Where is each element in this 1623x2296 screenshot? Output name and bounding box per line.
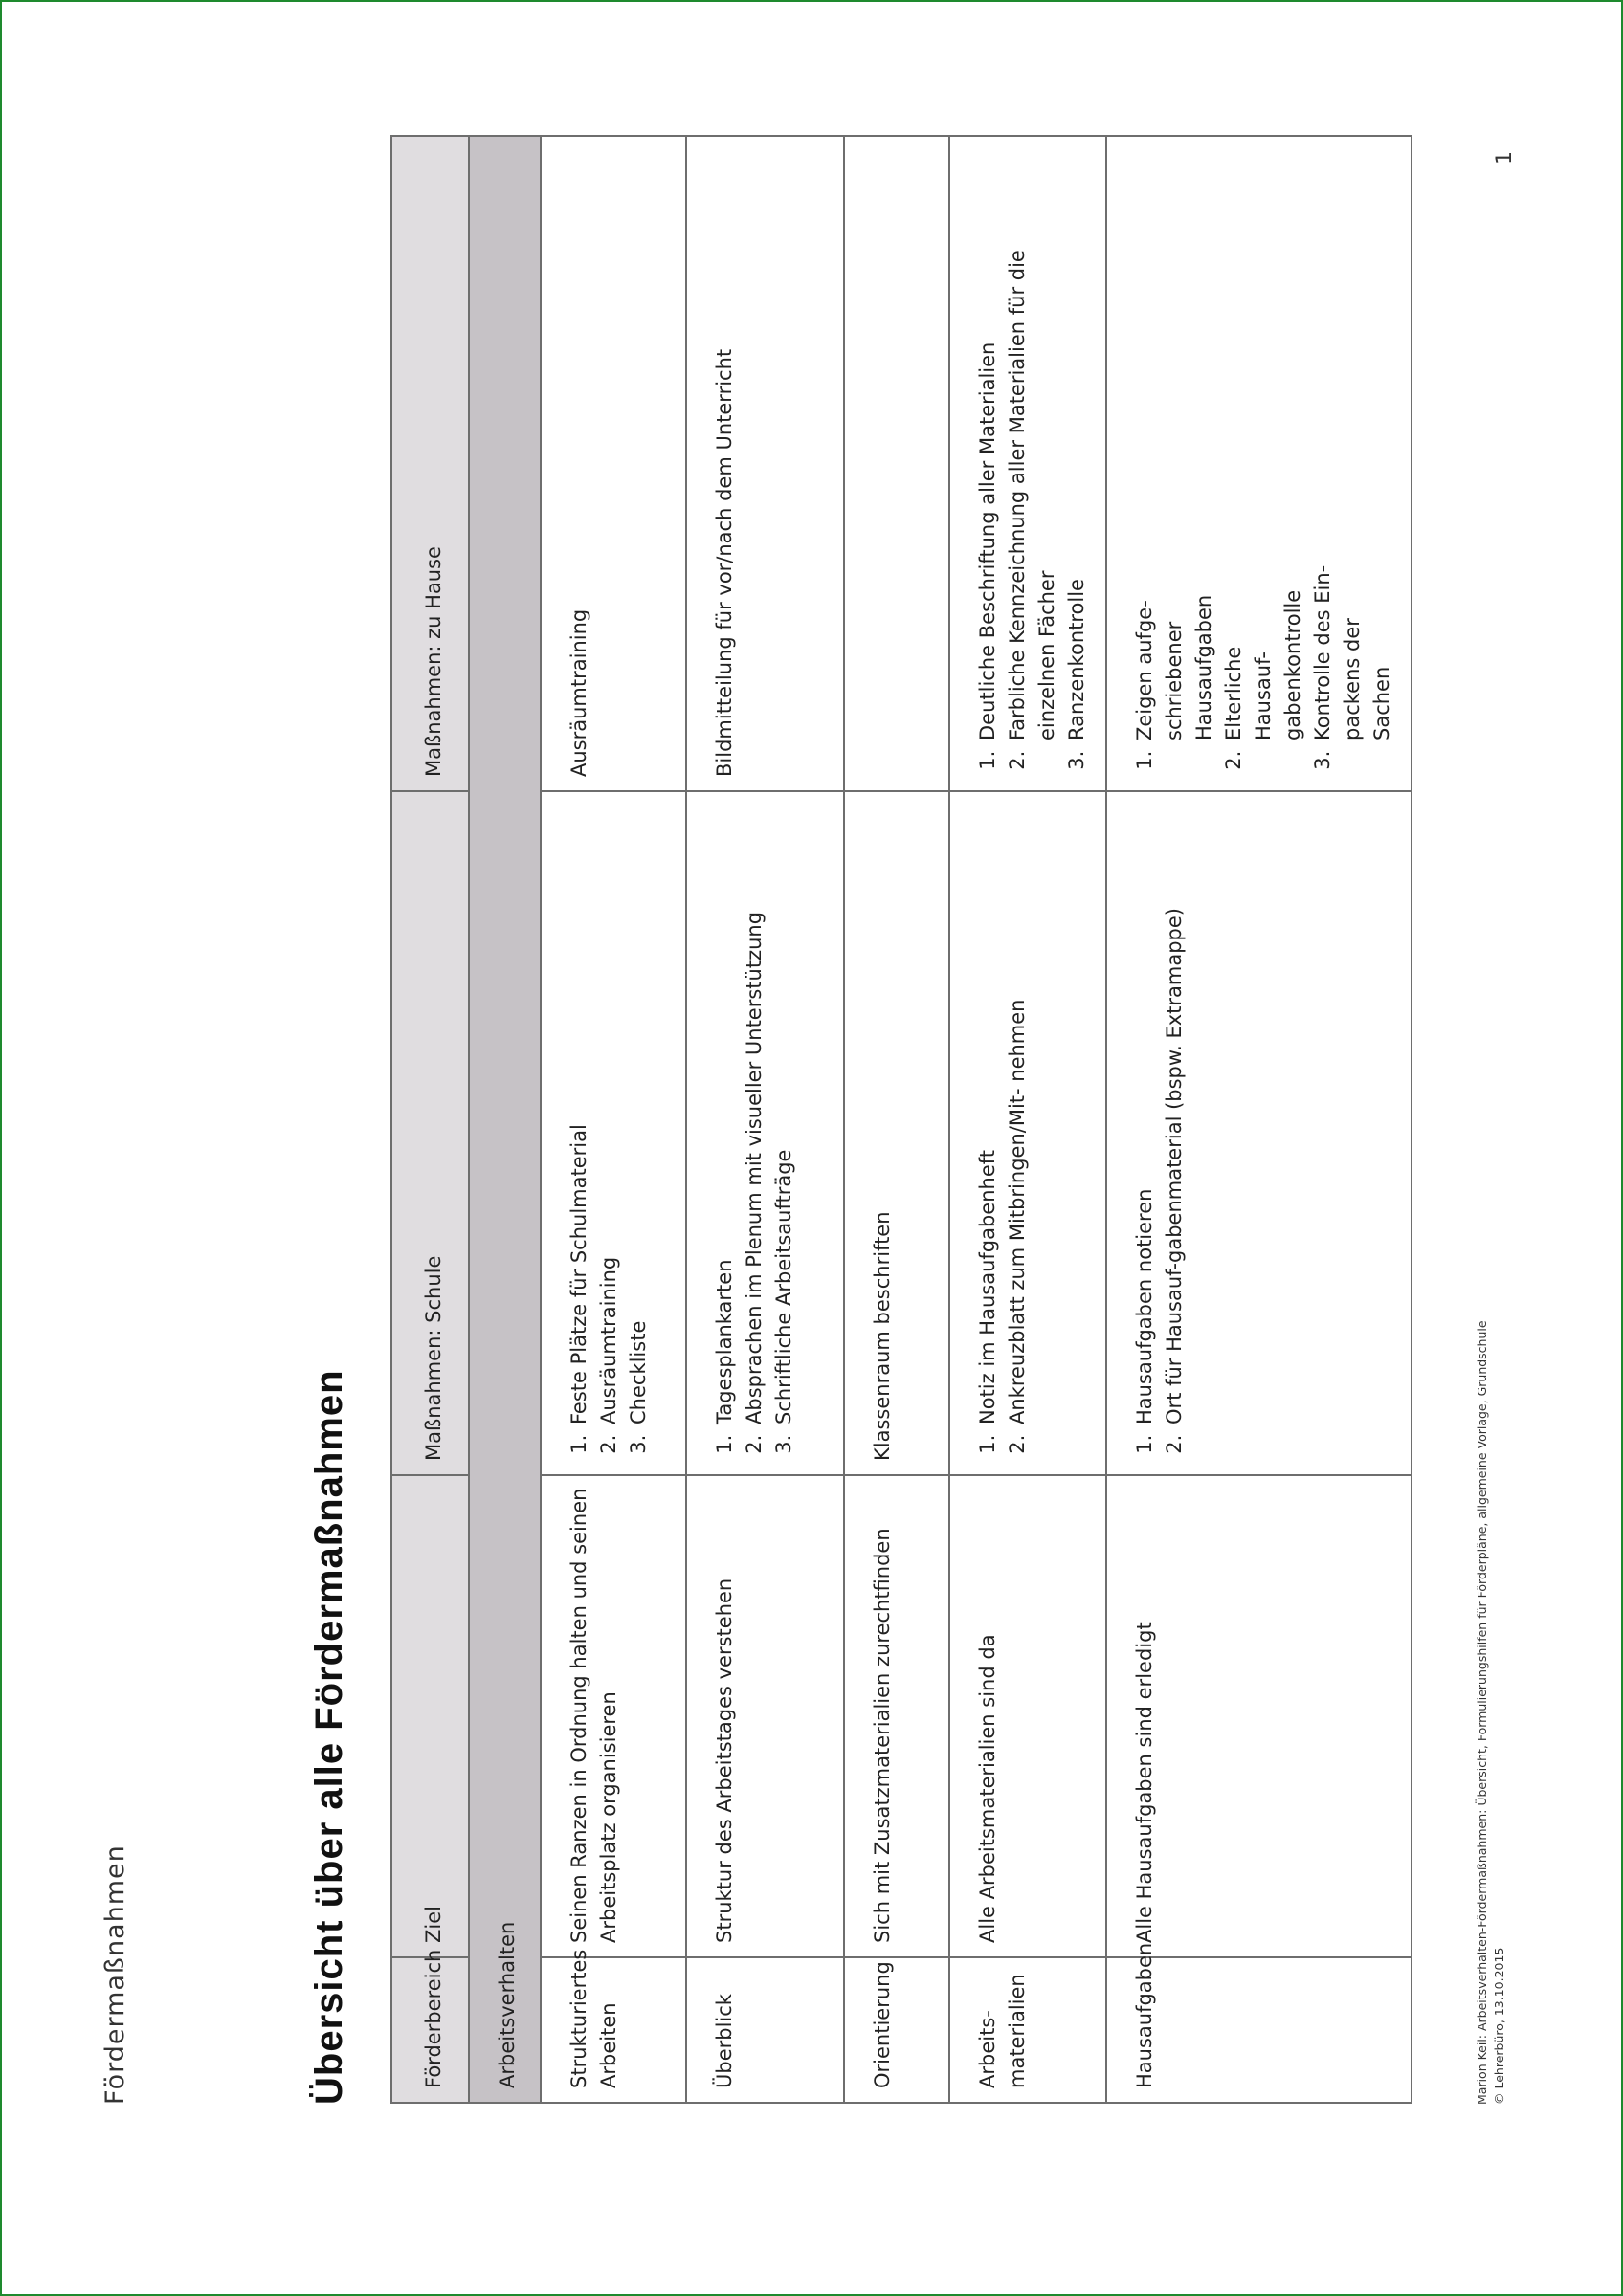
list-item: 1. Notiz im Hausaufgabenheft [973, 804, 1003, 1428]
schule-list [565, 804, 654, 1461]
list-item: 1. Feste Plätze für Schulmaterial [565, 804, 594, 1428]
list-item: 2. Ausräumtraining [594, 804, 624, 1428]
footer-source: Marion Keil: Arbeitsverhalten-Fördermaßnahmen: Übersicht, Formulierungshilfen für Förderpläne, allgemeine Vorlage, Grundschule [1475, 1320, 1489, 2105]
column-header: Ziel [391, 1475, 469, 1957]
ziel-cell: Struktur des Arbeitstages verstehen [686, 1475, 844, 1957]
footer-copyright: © Lehrerbüro, 13.10.2015 [1492, 1947, 1506, 2105]
ziel-cell: Alle Arbeitsmaterialien sind da [949, 1475, 1106, 1957]
table-row [1106, 136, 1412, 2103]
schule-cell [686, 791, 844, 1475]
table-header-row [391, 136, 469, 2103]
list-item: 3. Schriftliche Arbeitsaufträge [769, 804, 799, 1428]
schule-list [973, 804, 1033, 1461]
bereich-cell: Hausaufgaben [1106, 1957, 1412, 2103]
schule-list [1130, 804, 1189, 1461]
page-header: Fördermaßnahmen [100, 1844, 130, 2105]
list-item: 3. Kontrolle des Ein- packens der Sachen [1308, 563, 1397, 744]
list-item: 2. Farbliche Kennzeichnung aller Materialien für die einzelnen Fächer [1003, 148, 1062, 744]
column-header: Maßnahmen: Schule [391, 791, 469, 1475]
list-item: 3. Checkliste [624, 804, 654, 1428]
table-row [686, 136, 844, 2103]
schule-list [710, 804, 799, 1461]
hause-cell [844, 136, 949, 791]
ziel-cell: Seinen Ranzen in Ordnung halten und seinen Arbeitsplatz organisieren [541, 1475, 686, 1957]
ziel-cell: Sich mit Zusatzmaterialien zurechtfinden [844, 1475, 949, 1957]
bereich-cell: Strukturiertes Arbeiten [541, 1957, 686, 2103]
table-row [541, 136, 686, 2103]
bereich-cell: Arbeits- materialien [949, 1957, 1106, 2103]
column-header: Maßnahmen: zu Hause [391, 136, 469, 791]
measures-table [390, 135, 1412, 2104]
list-item: 1. Zeigen aufge- schriebener Hausaufgaben [1130, 563, 1219, 744]
bereich-cell: Orientierung [844, 1957, 949, 2103]
table-row [949, 136, 1106, 2103]
bereich-cell: Überblick [686, 1957, 844, 2103]
column-header: Förderbereich [391, 1957, 469, 2103]
page-number: 1 [1493, 151, 1517, 165]
table-row [844, 136, 949, 2103]
schule-cell [1106, 791, 1412, 1475]
hause-cell: Ausräumtraining [541, 136, 686, 791]
schule-cell: Klassenraum beschriften [844, 791, 949, 1475]
hause-list [1130, 563, 1397, 777]
ziel-cell: Alle Hausaufgaben sind erledigt [1106, 1475, 1412, 1957]
list-item: 1. Hausaufgaben notieren [1130, 804, 1160, 1428]
list-item: 2. Ort für Hausauf-gabenmaterial (bspw. Extramappe) [1160, 804, 1189, 1428]
section-row [469, 136, 541, 2103]
list-item: 1. Tagesplankarten [710, 804, 740, 1428]
list-item: 3. Ranzenkontrolle [1062, 148, 1092, 744]
list-item: 2. Elterliche Hausauf- gabenkontrolle [1219, 563, 1308, 744]
schule-cell [541, 791, 686, 1475]
schule-cell [949, 791, 1106, 1475]
hause-cell [949, 136, 1106, 791]
list-item: 2. Ankreuzblatt zum Mitbringen/Mit- nehmen [1003, 804, 1033, 1428]
list-item: 1. Deutliche Beschriftung aller Materialien [973, 148, 1003, 744]
hause-cell: Bildmitteilung für vor/nach dem Unterricht [686, 136, 844, 791]
list-item: 2. Absprachen im Plenum mit visueller Unterstützung [740, 804, 769, 1428]
hause-cell [1106, 136, 1412, 791]
page-footer [1474, 1320, 1508, 2105]
page-title: Übersicht über alle Fördermaßnahmen [308, 1369, 350, 2105]
hause-list [973, 148, 1092, 777]
section-label: Arbeitsverhalten [469, 136, 541, 2103]
